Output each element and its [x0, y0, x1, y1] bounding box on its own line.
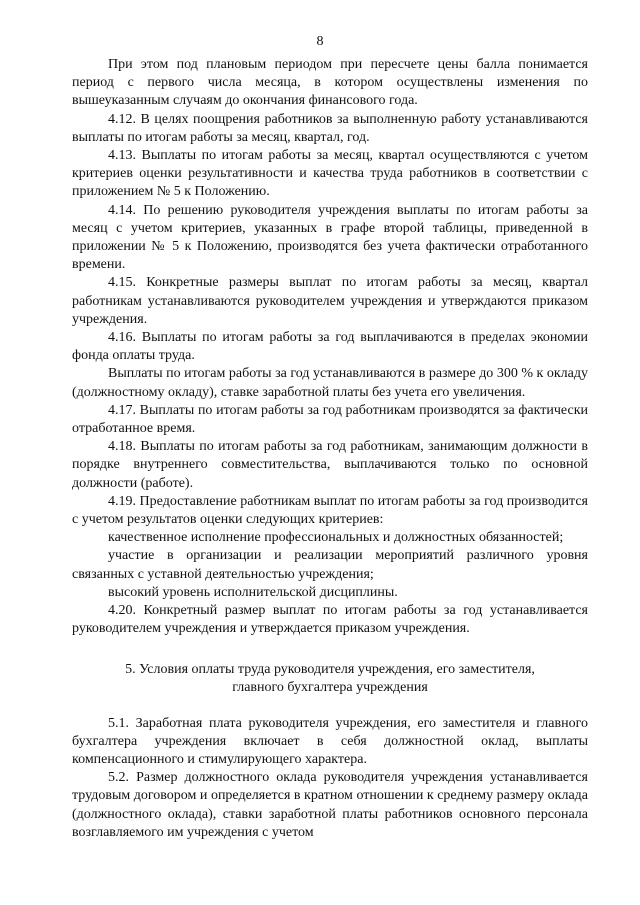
- document-body: [72, 56, 588, 842]
- criteria-item: участие в организации и реализации мероприятий различного уровня связанных с уставной деятельностью учреждения;: [72, 548, 588, 582]
- paragraph-4-16: 4.16. Выплаты по итогам работы за год выплачиваются в пределах экономии фонда оплаты труда.: [72, 330, 588, 364]
- page-number: 8: [316, 34, 324, 49]
- paragraph-4-15: 4.15. Конкретные размеры выплат по итогам работы за месяц, квартал работникам устанавливаются руководителем учреждения и утверждаются приказом учреждения.: [72, 275, 588, 327]
- paragraph-4-14: 4.14. По решению руководителя учреждения выплаты по итогам работы за месяц с учетом критериев, указанных в графе второй таблицы, приведенной в приложении № 5 к Положению, производятся без учета фактически отработанного времени.: [72, 202, 588, 273]
- section-heading-line: 5. Условия оплаты труда руководителя учреждения, его заместителя,: [125, 661, 535, 677]
- paragraph: При этом под плановым периодом при пересчете цены балла понимается период с первого числа месяца, в котором осуществлены изменения по вышеуказанным случаям до окончания финансового года.: [72, 57, 588, 109]
- paragraph-4-17: 4.17. Выплаты по итогам работы за год работникам производятся за фактически отработанное время.: [72, 402, 588, 437]
- criteria-item: качественное исполнение профессиональных и должностных обязанностей;: [108, 530, 564, 546]
- paragraph-4-12: 4.12. В целях поощрения работников за выполненную работу устанавливаются выплаты по итогам работы за месяц, квартал, год.: [72, 111, 588, 145]
- paragraph-4-20: 4.20. Конкретный размер выплат по итогам работы за год устанавливается руководителем учреждения и утверждается приказом учреждения.: [72, 603, 588, 637]
- criteria-item: высокий уровень исполнительской дисциплины.: [108, 584, 398, 600]
- paragraph-5-1: 5.1. Заработная плата руководителя учреждения, его заместителя и главного бухгалтера учреждения включает в себя должностной оклад, выплаты компенсационного и стимулирующего характера.: [72, 715, 588, 767]
- paragraph: Выплаты по итогам работы за год устанавливаются в размере до 300 % к окладу (должностному окладу), ставке заработной платы без учета его увеличения.: [72, 366, 588, 400]
- paragraph-4-13: 4.13. Выплаты по итогам работы за месяц, квартал осуществляются с учетом критериев оценки результативности и качества труда работников в соответствии с приложением № 5 к Положению.: [72, 148, 588, 200]
- section-heading-line: главного бухгалтера учреждения: [232, 679, 428, 695]
- paragraph-5-2: 5.2. Размер должностного оклада руководителя учреждения устанавливается трудовым договором и определяется в кратном отношении к среднему размеру оклада (должностного оклада), ставки заработной платы работников основного персонала возглавляемого им учреждения с учетом: [72, 770, 588, 840]
- paragraph-4-18: 4.18. Выплаты по итогам работы за год работникам, занимающим должности в порядке внутреннего совместительства, выплачиваются только по основной должности (работе).: [72, 439, 588, 491]
- section-heading: [72, 661, 588, 697]
- paragraph-4-19: 4.19. Предоставление работникам выплат по итогам работы за год производится с учетом результатов оценки следующих критериев:: [72, 493, 588, 528]
